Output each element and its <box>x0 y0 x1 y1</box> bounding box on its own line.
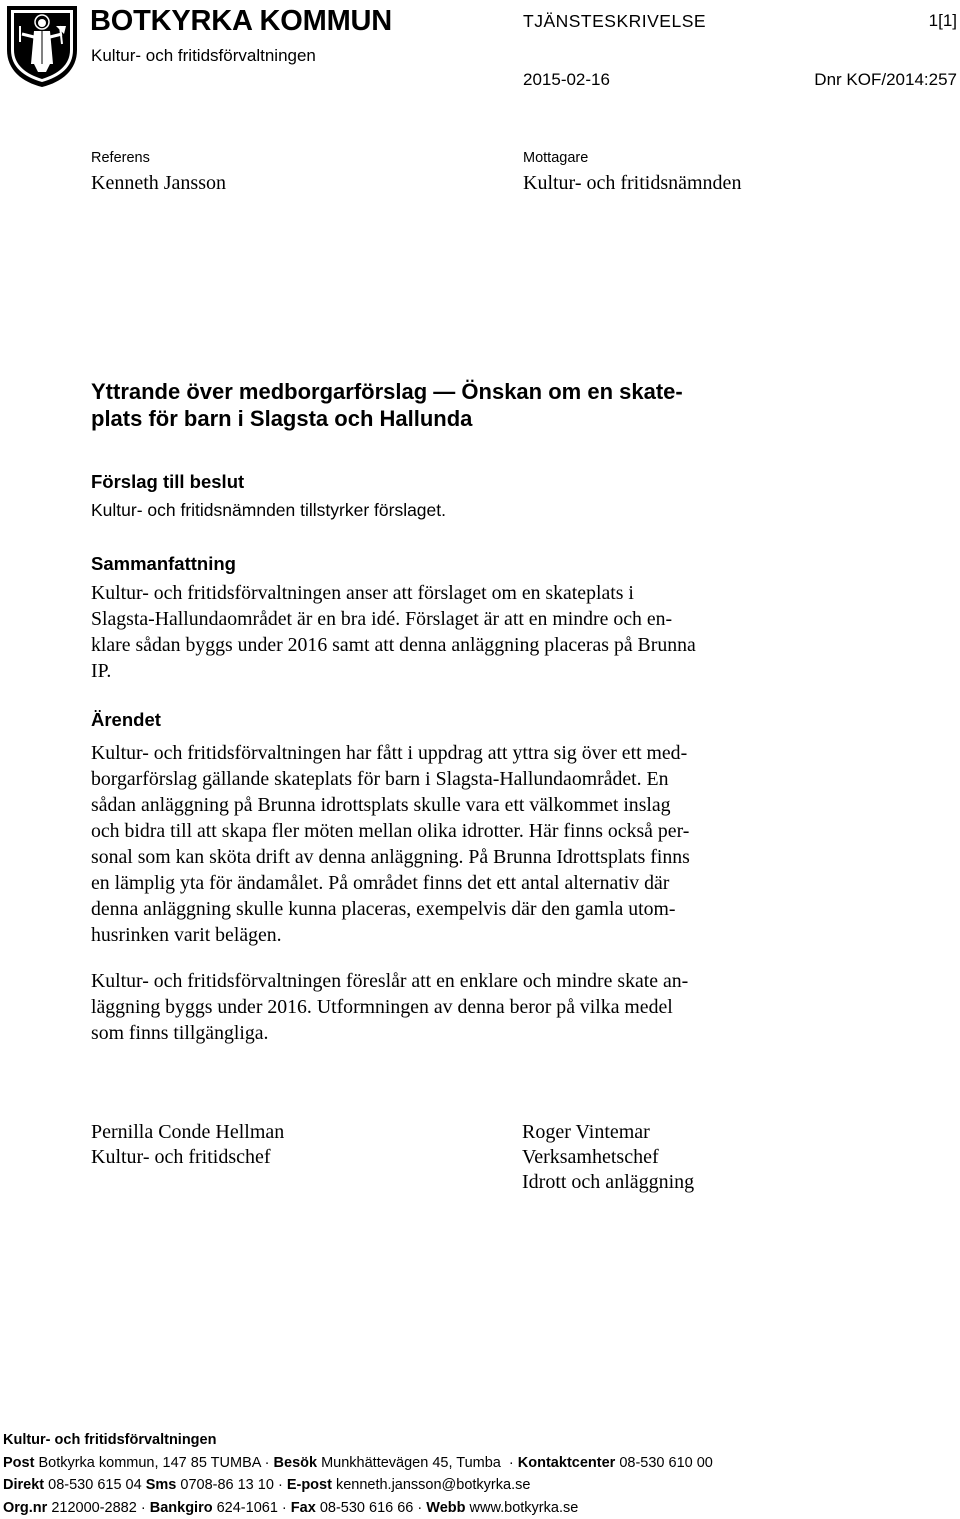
footer-orgnr-label: Org.nr <box>3 1499 48 1516</box>
signatory-title: Verksamhetschef <box>522 1146 659 1168</box>
recipient-label: Mottagare <box>523 150 589 166</box>
footer-orgnr-value: 212000-2882 <box>51 1499 137 1516</box>
footer-line <box>3 1474 713 1497</box>
document-type: TJÄNSTESKRIVELSE <box>523 11 707 31</box>
footer-separator: · <box>508 1454 514 1471</box>
footer-separator: · <box>281 1499 287 1516</box>
text-line: klare sådan byggs under 2016 samt att denna anläggning placeras på Brunna <box>91 634 696 656</box>
text-line: Kultur- och fritidsförvaltningen anser att förslaget om en skateplats i <box>91 582 634 604</box>
text-line: och bidra till att skapa fler möten mellan olika idrotter. Här finns också per- <box>91 820 690 842</box>
footer-sms-label: Sms <box>145 1477 177 1493</box>
footer-email-value: kenneth.jansson@botkyrka.se <box>335 1477 531 1493</box>
text-line: Kultur- och fritidsförvaltningen föreslår att en enklare och mindre skate an- <box>91 970 689 992</box>
document-title <box>91 378 811 432</box>
footer-bankgiro-value: 624-1061 <box>216 1499 278 1516</box>
text-line: sonal som kan sköta drift av denna anläggning. På Brunna Idrottsplats finns <box>91 846 690 868</box>
signatory-name: Pernilla Conde Hellman <box>91 1121 285 1143</box>
footer-sms-value: 0708-86 13 10 <box>180 1477 274 1493</box>
footer-separator: · <box>417 1499 423 1516</box>
footer-direct-label: Direkt <box>3 1477 45 1493</box>
recipient-value: Kultur- och fritidsnämnden <box>523 172 742 194</box>
summary-paragraph <box>91 580 696 684</box>
municipal-coat-of-arms-icon <box>4 4 80 88</box>
title-line: Yttrande över medborgarförslag — Önskan om en skate- <box>91 379 683 404</box>
text-line: sådan anläggning på Brunna idrottsplats skulle vara ett välkommet inslag <box>91 794 671 816</box>
footer-contact-value: 08-530 610 00 <box>619 1454 713 1471</box>
reference-value: Kenneth Jansson <box>91 172 226 194</box>
footer-line <box>3 1452 713 1475</box>
footer-email-label: E-post <box>286 1477 332 1493</box>
footer-line <box>3 1497 713 1519</box>
footer-fax-value: 08-530 616 66 <box>319 1499 414 1516</box>
document-date: 2015-02-16 <box>523 70 610 89</box>
footer <box>3 1429 713 1519</box>
document-registration-number: Dnr KOF/2014:257 <box>814 70 957 89</box>
summary-heading: Sammanfattning <box>91 553 236 574</box>
footer-web-label: Webb <box>426 1499 466 1516</box>
org-name: BOTKYRKA KOMMUN <box>90 5 393 37</box>
signatory-name: Roger Vintemar <box>522 1121 650 1143</box>
footer-visit-value: Munkhättevägen 45, Tumba <box>321 1454 501 1471</box>
footer-department: Kultur- och fritidsförvaltningen <box>3 1432 217 1448</box>
signatory-unit: Idrott och anläggning <box>522 1171 695 1193</box>
text-line: som finns tillgängliga. <box>91 1022 269 1044</box>
footer-bankgiro-label: Bankgiro <box>149 1499 213 1516</box>
footer-contact-label: Kontaktcenter <box>517 1454 616 1471</box>
text-line: borgarförslag gällande skateplats för barn i Slagsta-Hallundaområdet. En <box>91 768 669 790</box>
matter-heading: Ärendet <box>91 709 161 730</box>
department-name: Kultur- och fritidsförvaltningen <box>91 46 316 65</box>
footer-separator: · <box>140 1499 146 1516</box>
text-line: Slagsta-Hallundaområdet är en bra idé. Förslaget är att en mindre och en- <box>91 608 673 630</box>
text-line: läggning byggs under 2016. Utformningen av denna beror på vilka medel <box>91 996 673 1018</box>
footer-visit-label: Besök <box>273 1454 318 1471</box>
matter-paragraph <box>91 740 690 948</box>
text-line: Kultur- och fritidsförvaltningen har fått i uppdrag att yttra sig över ett med- <box>91 742 688 764</box>
signatory-title: Kultur- och fritidschef <box>91 1146 271 1168</box>
signature-right <box>522 1120 694 1195</box>
footer-separator: · <box>277 1477 283 1493</box>
footer-post-value: Botkyrka kommun, 147 85 TUMBA <box>38 1454 261 1471</box>
footer-post-label: Post <box>3 1454 35 1471</box>
footer-direct-value: 08-530 615 04 <box>48 1477 142 1493</box>
page-number: 1[1] <box>928 11 957 30</box>
proposal-text: Kultur- och fritidsnämnden tillstyrker förslaget. <box>91 500 446 520</box>
proposal-heading: Förslag till beslut <box>91 471 245 492</box>
footer-fax-label: Fax <box>290 1499 316 1516</box>
reference-label: Referens <box>91 150 150 166</box>
matter-paragraph <box>91 968 688 1046</box>
text-line: en lämplig yta för ändamålet. På området finns det ett antal alternativ där <box>91 872 670 894</box>
title-line: plats för barn i Slagsta och Hallunda <box>91 406 473 431</box>
footer-separator: · <box>264 1454 270 1471</box>
text-line: denna anläggning skulle kunna placeras, exempelvis där den gamla utom- <box>91 898 676 920</box>
footer-web-value: www.botkyrka.se <box>469 1499 579 1516</box>
signature-left <box>91 1120 284 1170</box>
text-line: IP. <box>91 660 112 682</box>
text-line: husrinken varit belägen. <box>91 924 282 946</box>
